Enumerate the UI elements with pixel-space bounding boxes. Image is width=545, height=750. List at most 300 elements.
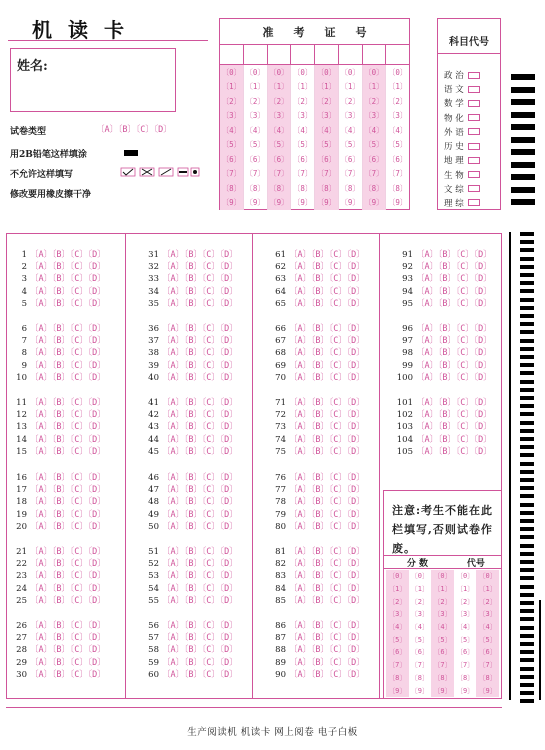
answer-row[interactable] xyxy=(268,396,365,408)
answer-row[interactable] xyxy=(268,569,365,581)
answer-options[interactable]: 〔A〕〔B〕〔C〕〔D〕 xyxy=(289,250,365,260)
answer-options[interactable]: 〔A〕〔B〕〔C〕〔D〕 xyxy=(289,559,365,570)
exam-id-digit-bubble[interactable]: 〔5〕 xyxy=(387,140,408,150)
exam-id-digit-bubble[interactable]: 〔6〕 xyxy=(340,154,360,164)
answer-options[interactable]: 〔A〕〔B〕〔C〕〔D〕 xyxy=(162,410,238,421)
score-bubble-grid[interactable] xyxy=(386,570,499,697)
score-digit-bubble[interactable]: 〔7〕 xyxy=(388,661,407,670)
exam-id-digit-bubble[interactable]: 〔1〕 xyxy=(292,82,313,92)
score-digit-bubble[interactable]: 〔3〕 xyxy=(388,610,407,619)
exam-id-digit-bubble[interactable]: 〔0〕 xyxy=(245,67,265,77)
exam-id-column[interactable] xyxy=(244,65,268,210)
answer-row[interactable] xyxy=(268,420,365,432)
answer-options[interactable]: 〔A〕〔B〕〔C〕〔D〕 xyxy=(289,286,365,297)
answer-row[interactable] xyxy=(141,594,238,606)
exam-id-digit-bubble[interactable]: 〔6〕 xyxy=(221,154,242,164)
answer-row[interactable] xyxy=(15,297,106,309)
answer-options[interactable]: 〔A〕〔B〕〔C〕〔D〕 xyxy=(30,497,106,508)
exam-id-digit-bubble[interactable]: 〔3〕 xyxy=(364,111,384,121)
subject-bubble[interactable] xyxy=(468,86,480,93)
exam-id-digit-bubble[interactable]: 〔3〕 xyxy=(221,111,242,121)
exam-id-digit-bubble[interactable]: 〔9〕 xyxy=(316,198,337,208)
answer-options[interactable]: 〔A〕〔B〕〔C〕〔D〕 xyxy=(416,336,492,347)
answer-row[interactable] xyxy=(15,408,106,420)
answer-row[interactable] xyxy=(268,631,365,643)
answer-options[interactable]: 〔A〕〔B〕〔C〕〔D〕 xyxy=(162,509,238,520)
answer-options[interactable]: 〔A〕〔B〕〔C〕〔D〕 xyxy=(162,571,238,582)
exam-id-digit-bubble[interactable]: 〔6〕 xyxy=(316,154,337,164)
score-digit-bubble[interactable]: 〔1〕 xyxy=(410,585,429,594)
answer-options[interactable]: 〔A〕〔B〕〔C〕〔D〕 xyxy=(162,645,238,656)
answer-options[interactable]: 〔A〕〔B〕〔C〕〔D〕 xyxy=(289,583,365,594)
score-digit-bubble[interactable]: 〔9〕 xyxy=(433,686,452,695)
answer-row[interactable] xyxy=(395,445,492,457)
exam-id-digit-bubble[interactable]: 〔7〕 xyxy=(387,169,408,179)
answer-row[interactable] xyxy=(141,408,238,420)
answer-row[interactable] xyxy=(268,346,365,358)
exam-id-digit-bubble[interactable]: 〔3〕 xyxy=(292,111,313,121)
answer-options[interactable]: 〔A〕〔B〕〔C〕〔D〕 xyxy=(289,372,365,383)
score-digit-bubble[interactable]: 〔6〕 xyxy=(410,648,429,657)
answer-options[interactable]: 〔A〕〔B〕〔C〕〔D〕 xyxy=(289,348,365,359)
answer-row[interactable] xyxy=(395,396,492,408)
answer-options[interactable]: 〔A〕〔B〕〔C〕〔D〕 xyxy=(289,509,365,520)
exam-id-digit-bubble[interactable]: 〔9〕 xyxy=(387,198,408,208)
answer-row[interactable] xyxy=(15,433,106,445)
score-column[interactable] xyxy=(386,570,409,697)
answer-row[interactable] xyxy=(141,508,238,520)
answer-row[interactable] xyxy=(268,520,365,532)
answer-row[interactable] xyxy=(268,545,365,557)
exam-id-column[interactable] xyxy=(315,65,339,210)
exam-id-digit-bubble[interactable]: 〔9〕 xyxy=(364,198,384,208)
answer-options[interactable]: 〔A〕〔B〕〔C〕〔D〕 xyxy=(30,645,106,656)
answer-row[interactable] xyxy=(268,408,365,420)
subject-item[interactable] xyxy=(444,183,500,195)
answer-options[interactable]: 〔A〕〔B〕〔C〕〔D〕 xyxy=(30,521,106,532)
score-digit-bubble[interactable]: 〔4〕 xyxy=(455,623,475,632)
score-digit-bubble[interactable]: 〔0〕 xyxy=(433,572,452,581)
exam-id-digit-bubble[interactable]: 〔5〕 xyxy=(269,140,289,150)
answer-row[interactable] xyxy=(15,520,106,532)
answer-options[interactable]: 〔A〕〔B〕〔C〕〔D〕 xyxy=(162,372,238,383)
answer-options[interactable]: 〔A〕〔B〕〔C〕〔D〕 xyxy=(289,336,365,347)
answer-row[interactable] xyxy=(395,408,492,420)
answer-row[interactable] xyxy=(141,619,238,631)
score-digit-bubble[interactable]: 〔8〕 xyxy=(455,673,475,682)
answer-options[interactable]: 〔A〕〔B〕〔C〕〔D〕 xyxy=(289,485,365,496)
exam-id-digit-bubble[interactable]: 〔6〕 xyxy=(292,154,313,164)
answer-options[interactable]: 〔A〕〔B〕〔C〕〔D〕 xyxy=(416,250,492,260)
exam-id-digit-bubble[interactable]: 〔4〕 xyxy=(316,125,337,135)
answer-row[interactable] xyxy=(395,420,492,432)
answer-row[interactable] xyxy=(268,433,365,445)
answer-options[interactable]: 〔A〕〔B〕〔C〕〔D〕 xyxy=(162,422,238,433)
score-digit-bubble[interactable]: 〔9〕 xyxy=(388,686,407,695)
answer-row[interactable] xyxy=(15,471,106,483)
exam-id-digit-bubble[interactable]: 〔4〕 xyxy=(387,125,408,135)
subject-bubble[interactable] xyxy=(468,157,480,164)
answer-row[interactable] xyxy=(15,248,106,260)
answer-options[interactable]: 〔A〕〔B〕〔C〕〔D〕 xyxy=(289,398,365,408)
exam-id-digit-bubble[interactable]: 〔9〕 xyxy=(269,198,289,208)
answer-row[interactable] xyxy=(15,569,106,581)
score-digit-bubble[interactable]: 〔1〕 xyxy=(388,585,407,594)
answer-options[interactable]: 〔A〕〔B〕〔C〕〔D〕 xyxy=(162,669,238,680)
exam-id-digit-bubble[interactable]: 〔0〕 xyxy=(340,67,360,77)
answer-options[interactable]: 〔A〕〔B〕〔C〕〔D〕 xyxy=(289,645,365,656)
answer-options[interactable]: 〔A〕〔B〕〔C〕〔D〕 xyxy=(30,372,106,383)
answer-row[interactable] xyxy=(15,631,106,643)
answer-row[interactable] xyxy=(268,297,365,309)
answer-row[interactable] xyxy=(15,483,106,495)
exam-id-digit-bubble[interactable]: 〔6〕 xyxy=(364,154,384,164)
exam-id-digit-bubble[interactable]: 〔1〕 xyxy=(316,82,337,92)
answer-row[interactable] xyxy=(141,359,238,371)
exam-id-digit-bubble[interactable]: 〔8〕 xyxy=(387,183,408,193)
exam-id-digit-bubble[interactable]: 〔2〕 xyxy=(316,96,337,106)
exam-id-digit-bubble[interactable]: 〔8〕 xyxy=(364,183,384,193)
answer-row[interactable] xyxy=(268,594,365,606)
answer-row[interactable] xyxy=(15,272,106,284)
answer-options[interactable]: 〔A〕〔B〕〔C〕〔D〕 xyxy=(416,360,492,371)
score-column[interactable] xyxy=(431,570,454,697)
exam-id-digit-bubble[interactable]: 〔8〕 xyxy=(221,183,242,193)
answer-row[interactable] xyxy=(141,248,238,260)
answer-options[interactable]: 〔A〕〔B〕〔C〕〔D〕 xyxy=(30,595,106,606)
answer-options[interactable]: 〔A〕〔B〕〔C〕〔D〕 xyxy=(30,286,106,297)
exam-id-bubble-grid[interactable] xyxy=(220,65,409,210)
answer-row[interactable] xyxy=(15,545,106,557)
exam-id-digit-bubble[interactable]: 〔5〕 xyxy=(221,140,242,150)
answer-options[interactable]: 〔A〕〔B〕〔C〕〔D〕 xyxy=(162,324,238,334)
answer-row[interactable] xyxy=(141,569,238,581)
answer-options[interactable]: 〔A〕〔B〕〔C〕〔D〕 xyxy=(416,422,492,433)
answer-options[interactable]: 〔A〕〔B〕〔C〕〔D〕 xyxy=(162,559,238,570)
score-digit-bubble[interactable]: 〔9〕 xyxy=(478,686,497,695)
exam-id-digit-bubble[interactable]: 〔7〕 xyxy=(221,169,242,179)
answer-options[interactable]: 〔A〕〔B〕〔C〕〔D〕 xyxy=(30,422,106,433)
answer-options[interactable]: 〔A〕〔B〕〔C〕〔D〕 xyxy=(30,571,106,582)
answer-row[interactable] xyxy=(268,656,365,668)
answer-options[interactable]: 〔A〕〔B〕〔C〕〔D〕 xyxy=(162,547,238,557)
answer-row[interactable] xyxy=(268,643,365,655)
answer-row[interactable] xyxy=(395,322,492,334)
name-field[interactable] xyxy=(10,48,176,112)
answer-options[interactable]: 〔A〕〔B〕〔C〕〔D〕 xyxy=(162,521,238,532)
answer-row[interactable] xyxy=(15,557,106,569)
score-digit-bubble[interactable]: 〔7〕 xyxy=(455,661,475,670)
exam-id-digit-bubble[interactable]: 〔0〕 xyxy=(387,67,408,77)
score-digit-bubble[interactable]: 〔4〕 xyxy=(410,623,429,632)
exam-id-digit-bubble[interactable]: 〔2〕 xyxy=(340,96,360,106)
exam-id-digit-bubble[interactable]: 〔2〕 xyxy=(387,96,408,106)
answer-row[interactable] xyxy=(15,582,106,594)
score-digit-bubble[interactable]: 〔5〕 xyxy=(433,635,452,644)
answer-options[interactable]: 〔A〕〔B〕〔C〕〔D〕 xyxy=(289,422,365,433)
exam-id-digit-bubble[interactable]: 〔7〕 xyxy=(340,169,360,179)
answer-row[interactable] xyxy=(268,248,365,260)
answer-options[interactable]: 〔A〕〔B〕〔C〕〔D〕 xyxy=(162,633,238,644)
score-digit-bubble[interactable]: 〔2〕 xyxy=(433,597,452,606)
exam-id-digit-bubble[interactable]: 〔8〕 xyxy=(245,183,265,193)
answer-options[interactable]: 〔A〕〔B〕〔C〕〔D〕 xyxy=(30,262,106,273)
answer-row[interactable] xyxy=(141,445,238,457)
score-digit-bubble[interactable]: 〔8〕 xyxy=(478,673,497,682)
score-column[interactable] xyxy=(409,570,432,697)
exam-id-digit-bubble[interactable]: 〔3〕 xyxy=(316,111,337,121)
exam-id-digit-bubble[interactable]: 〔0〕 xyxy=(221,67,242,77)
subject-item[interactable] xyxy=(444,169,500,181)
answer-options[interactable]: 〔A〕〔B〕〔C〕〔D〕 xyxy=(416,324,492,334)
score-digit-bubble[interactable]: 〔3〕 xyxy=(410,610,429,619)
score-digit-bubble[interactable]: 〔0〕 xyxy=(455,572,475,581)
answer-options[interactable]: 〔A〕〔B〕〔C〕〔D〕 xyxy=(30,473,106,483)
answer-options[interactable]: 〔A〕〔B〕〔C〕〔D〕 xyxy=(416,372,492,383)
answer-options[interactable]: 〔A〕〔B〕〔C〕〔D〕 xyxy=(30,250,106,260)
exam-id-digit-bubble[interactable]: 〔1〕 xyxy=(387,82,408,92)
score-digit-bubble[interactable]: 〔2〕 xyxy=(410,597,429,606)
answer-options[interactable]: 〔A〕〔B〕〔C〕〔D〕 xyxy=(30,410,106,421)
exam-id-digit-bubble[interactable]: 〔9〕 xyxy=(245,198,265,208)
score-digit-bubble[interactable]: 〔1〕 xyxy=(433,585,452,594)
answer-options[interactable]: 〔A〕〔B〕〔C〕〔D〕 xyxy=(30,324,106,334)
score-digit-bubble[interactable]: 〔8〕 xyxy=(410,673,429,682)
score-digit-bubble[interactable]: 〔9〕 xyxy=(410,686,429,695)
exam-id-column[interactable] xyxy=(220,65,244,210)
answer-row[interactable] xyxy=(268,508,365,520)
answer-row[interactable] xyxy=(15,420,106,432)
score-digit-bubble[interactable]: 〔3〕 xyxy=(478,610,497,619)
exam-id-write-cells[interactable] xyxy=(220,45,409,65)
score-digit-bubble[interactable]: 〔9〕 xyxy=(455,686,475,695)
score-digit-bubble[interactable]: 〔2〕 xyxy=(388,597,407,606)
answer-row[interactable] xyxy=(141,334,238,346)
answer-options[interactable]: 〔A〕〔B〕〔C〕〔D〕 xyxy=(162,434,238,445)
answer-row[interactable] xyxy=(15,396,106,408)
score-digit-bubble[interactable]: 〔3〕 xyxy=(455,610,475,619)
exam-id-digit-bubble[interactable]: 〔7〕 xyxy=(269,169,289,179)
answer-options[interactable]: 〔A〕〔B〕〔C〕〔D〕 xyxy=(30,274,106,285)
answer-options[interactable]: 〔A〕〔B〕〔C〕〔D〕 xyxy=(30,485,106,496)
exam-id-digit-bubble[interactable]: 〔5〕 xyxy=(316,140,337,150)
score-digit-bubble[interactable]: 〔3〕 xyxy=(433,610,452,619)
answer-options[interactable]: 〔A〕〔B〕〔C〕〔D〕 xyxy=(289,274,365,285)
answer-options[interactable]: 〔A〕〔B〕〔C〕〔D〕 xyxy=(162,485,238,496)
answer-options[interactable]: 〔A〕〔B〕〔C〕〔D〕 xyxy=(289,324,365,334)
answer-row[interactable] xyxy=(268,285,365,297)
subject-item[interactable] xyxy=(444,69,500,81)
exam-id-digit-bubble[interactable]: 〔2〕 xyxy=(364,96,384,106)
score-digit-bubble[interactable]: 〔5〕 xyxy=(388,635,407,644)
answer-options[interactable]: 〔A〕〔B〕〔C〕〔D〕 xyxy=(162,657,238,668)
answer-options[interactable]: 〔A〕〔B〕〔C〕〔D〕 xyxy=(416,398,492,408)
answer-options[interactable]: 〔A〕〔B〕〔C〕〔D〕 xyxy=(162,473,238,483)
answer-row[interactable] xyxy=(15,668,106,680)
exam-id-digit-bubble[interactable]: 〔7〕 xyxy=(364,169,384,179)
score-digit-bubble[interactable]: 〔4〕 xyxy=(388,623,407,632)
exam-id-digit-bubble[interactable]: 〔1〕 xyxy=(245,82,265,92)
answer-row[interactable] xyxy=(141,545,238,557)
exam-id-digit-bubble[interactable]: 〔0〕 xyxy=(269,67,289,77)
answer-options[interactable]: 〔A〕〔B〕〔C〕〔D〕 xyxy=(30,509,106,520)
answer-row[interactable] xyxy=(141,582,238,594)
score-digit-bubble[interactable]: 〔2〕 xyxy=(478,597,497,606)
subject-item[interactable] xyxy=(444,83,500,95)
answer-options[interactable]: 〔A〕〔B〕〔C〕〔D〕 xyxy=(30,446,106,457)
answer-row[interactable] xyxy=(15,260,106,272)
answer-options[interactable]: 〔A〕〔B〕〔C〕〔D〕 xyxy=(30,547,106,557)
answer-row[interactable] xyxy=(268,445,365,457)
answer-options[interactable]: 〔A〕〔B〕〔C〕〔D〕 xyxy=(30,348,106,359)
answer-row[interactable] xyxy=(268,371,365,383)
answer-row[interactable] xyxy=(141,285,238,297)
answer-options[interactable]: 〔A〕〔B〕〔C〕〔D〕 xyxy=(289,633,365,644)
answer-options[interactable]: 〔A〕〔B〕〔C〕〔D〕 xyxy=(289,595,365,606)
answer-options[interactable]: 〔A〕〔B〕〔C〕〔D〕 xyxy=(30,669,106,680)
score-digit-bubble[interactable]: 〔4〕 xyxy=(433,623,452,632)
answer-options[interactable]: 〔A〕〔B〕〔C〕〔D〕 xyxy=(162,262,238,273)
score-column[interactable] xyxy=(476,570,499,697)
subject-item[interactable] xyxy=(444,97,500,109)
exam-id-digit-bubble[interactable]: 〔1〕 xyxy=(221,82,242,92)
answer-options[interactable]: 〔A〕〔B〕〔C〕〔D〕 xyxy=(289,657,365,668)
answer-row[interactable] xyxy=(15,594,106,606)
exam-id-digit-bubble[interactable]: 〔3〕 xyxy=(245,111,265,121)
answer-options[interactable]: 〔A〕〔B〕〔C〕〔D〕 xyxy=(30,434,106,445)
answer-row[interactable] xyxy=(15,445,106,457)
score-digit-bubble[interactable]: 〔7〕 xyxy=(410,661,429,670)
answer-options[interactable]: 〔A〕〔B〕〔C〕〔D〕 xyxy=(416,446,492,457)
answer-row[interactable] xyxy=(268,359,365,371)
answer-row[interactable] xyxy=(268,495,365,507)
answer-row[interactable] xyxy=(395,285,492,297)
score-digit-bubble[interactable]: 〔0〕 xyxy=(410,572,429,581)
subject-bubble[interactable] xyxy=(468,171,480,178)
exam-id-digit-bubble[interactable]: 〔4〕 xyxy=(340,125,360,135)
answer-options[interactable]: 〔A〕〔B〕〔C〕〔D〕 xyxy=(30,336,106,347)
answer-row[interactable] xyxy=(141,297,238,309)
answer-row[interactable] xyxy=(15,643,106,655)
answer-options[interactable]: 〔A〕〔B〕〔C〕〔D〕 xyxy=(30,633,106,644)
answer-options[interactable]: 〔A〕〔B〕〔C〕〔D〕 xyxy=(289,547,365,557)
score-digit-bubble[interactable]: 〔8〕 xyxy=(388,673,407,682)
score-digit-bubble[interactable]: 〔7〕 xyxy=(433,661,452,670)
answer-row[interactable] xyxy=(268,322,365,334)
answer-row[interactable] xyxy=(395,297,492,309)
answer-options[interactable]: 〔A〕〔B〕〔C〕〔D〕 xyxy=(289,669,365,680)
answer-row[interactable] xyxy=(15,334,106,346)
exam-id-digit-bubble[interactable]: 〔1〕 xyxy=(269,82,289,92)
answer-row[interactable] xyxy=(141,643,238,655)
exam-id-digit-bubble[interactable]: 〔2〕 xyxy=(292,96,313,106)
answer-options[interactable]: 〔A〕〔B〕〔C〕〔D〕 xyxy=(289,434,365,445)
subject-list[interactable] xyxy=(444,69,500,209)
answer-row[interactable] xyxy=(141,495,238,507)
answer-options[interactable]: 〔A〕〔B〕〔C〕〔D〕 xyxy=(289,410,365,421)
exam-id-digit-bubble[interactable]: 〔3〕 xyxy=(340,111,360,121)
paper-type-options[interactable]: 〔A〕〔B〕〔C〕〔D〕 xyxy=(96,125,172,135)
answer-options[interactable]: 〔A〕〔B〕〔C〕〔D〕 xyxy=(162,583,238,594)
answer-options[interactable]: 〔A〕〔B〕〔C〕〔D〕 xyxy=(416,262,492,273)
score-digit-bubble[interactable]: 〔0〕 xyxy=(478,572,497,581)
exam-id-digit-bubble[interactable]: 〔0〕 xyxy=(316,67,337,77)
answer-options[interactable]: 〔A〕〔B〕〔C〕〔D〕 xyxy=(162,336,238,347)
subject-item[interactable] xyxy=(444,112,500,124)
answer-options[interactable]: 〔A〕〔B〕〔C〕〔D〕 xyxy=(162,398,238,408)
subject-bubble[interactable] xyxy=(468,128,480,135)
exam-id-digit-bubble[interactable]: 〔8〕 xyxy=(316,183,337,193)
score-digit-bubble[interactable]: 〔6〕 xyxy=(455,648,475,657)
answer-options[interactable]: 〔A〕〔B〕〔C〕〔D〕 xyxy=(289,521,365,532)
answer-options[interactable]: 〔A〕〔B〕〔C〕〔D〕 xyxy=(162,274,238,285)
answer-row[interactable] xyxy=(15,495,106,507)
answer-row[interactable] xyxy=(268,272,365,284)
exam-id-digit-bubble[interactable]: 〔5〕 xyxy=(364,140,384,150)
answer-row[interactable] xyxy=(15,371,106,383)
subject-item[interactable] xyxy=(444,197,500,209)
answer-options[interactable]: 〔A〕〔B〕〔C〕〔D〕 xyxy=(289,497,365,508)
answer-row[interactable] xyxy=(141,668,238,680)
answer-row[interactable] xyxy=(141,346,238,358)
answer-row[interactable] xyxy=(395,272,492,284)
exam-id-digit-bubble[interactable]: 〔4〕 xyxy=(221,125,242,135)
answer-options[interactable]: 〔A〕〔B〕〔C〕〔D〕 xyxy=(30,559,106,570)
subject-bubble[interactable] xyxy=(468,185,480,192)
score-digit-bubble[interactable]: 〔7〕 xyxy=(478,661,497,670)
answer-options[interactable]: 〔A〕〔B〕〔C〕〔D〕 xyxy=(162,286,238,297)
answer-row[interactable] xyxy=(141,322,238,334)
answer-row[interactable] xyxy=(268,557,365,569)
exam-id-digit-bubble[interactable]: 〔4〕 xyxy=(292,125,313,135)
exam-id-digit-bubble[interactable]: 〔4〕 xyxy=(245,125,265,135)
answer-row[interactable] xyxy=(15,346,106,358)
exam-id-digit-bubble[interactable]: 〔8〕 xyxy=(340,183,360,193)
exam-id-digit-bubble[interactable]: 〔2〕 xyxy=(245,96,265,106)
exam-id-digit-bubble[interactable]: 〔1〕 xyxy=(340,82,360,92)
answer-options[interactable]: 〔A〕〔B〕〔C〕〔D〕 xyxy=(289,298,365,309)
answer-row[interactable] xyxy=(141,272,238,284)
answer-row[interactable] xyxy=(15,322,106,334)
exam-id-digit-bubble[interactable]: 〔3〕 xyxy=(269,111,289,121)
answer-row[interactable] xyxy=(268,668,365,680)
exam-id-digit-bubble[interactable]: 〔5〕 xyxy=(340,140,360,150)
answer-options[interactable]: 〔A〕〔B〕〔C〕〔D〕 xyxy=(30,583,106,594)
exam-id-column[interactable] xyxy=(268,65,292,210)
exam-id-digit-bubble[interactable]: 〔9〕 xyxy=(340,198,360,208)
answer-options[interactable]: 〔A〕〔B〕〔C〕〔D〕 xyxy=(289,473,365,483)
answer-row[interactable] xyxy=(15,508,106,520)
answer-options[interactable]: 〔A〕〔B〕〔C〕〔D〕 xyxy=(289,621,365,631)
answer-row[interactable] xyxy=(395,359,492,371)
answer-row[interactable] xyxy=(141,656,238,668)
answer-options[interactable]: 〔A〕〔B〕〔C〕〔D〕 xyxy=(416,298,492,309)
subject-item[interactable] xyxy=(444,140,500,152)
answer-options[interactable]: 〔A〕〔B〕〔C〕〔D〕 xyxy=(162,348,238,359)
exam-id-column[interactable] xyxy=(363,65,387,210)
subject-item[interactable] xyxy=(444,126,500,138)
answer-options[interactable]: 〔A〕〔B〕〔C〕〔D〕 xyxy=(162,497,238,508)
subject-bubble[interactable] xyxy=(468,114,480,121)
exam-id-digit-bubble[interactable]: 〔7〕 xyxy=(245,169,265,179)
answer-row[interactable] xyxy=(15,285,106,297)
answer-row[interactable] xyxy=(141,433,238,445)
answer-options[interactable]: 〔A〕〔B〕〔C〕〔D〕 xyxy=(162,595,238,606)
answer-options[interactable]: 〔A〕〔B〕〔C〕〔D〕 xyxy=(162,360,238,371)
exam-id-column[interactable] xyxy=(339,65,363,210)
answer-options[interactable]: 〔A〕〔B〕〔C〕〔D〕 xyxy=(289,571,365,582)
score-digit-bubble[interactable]: 〔6〕 xyxy=(433,648,452,657)
